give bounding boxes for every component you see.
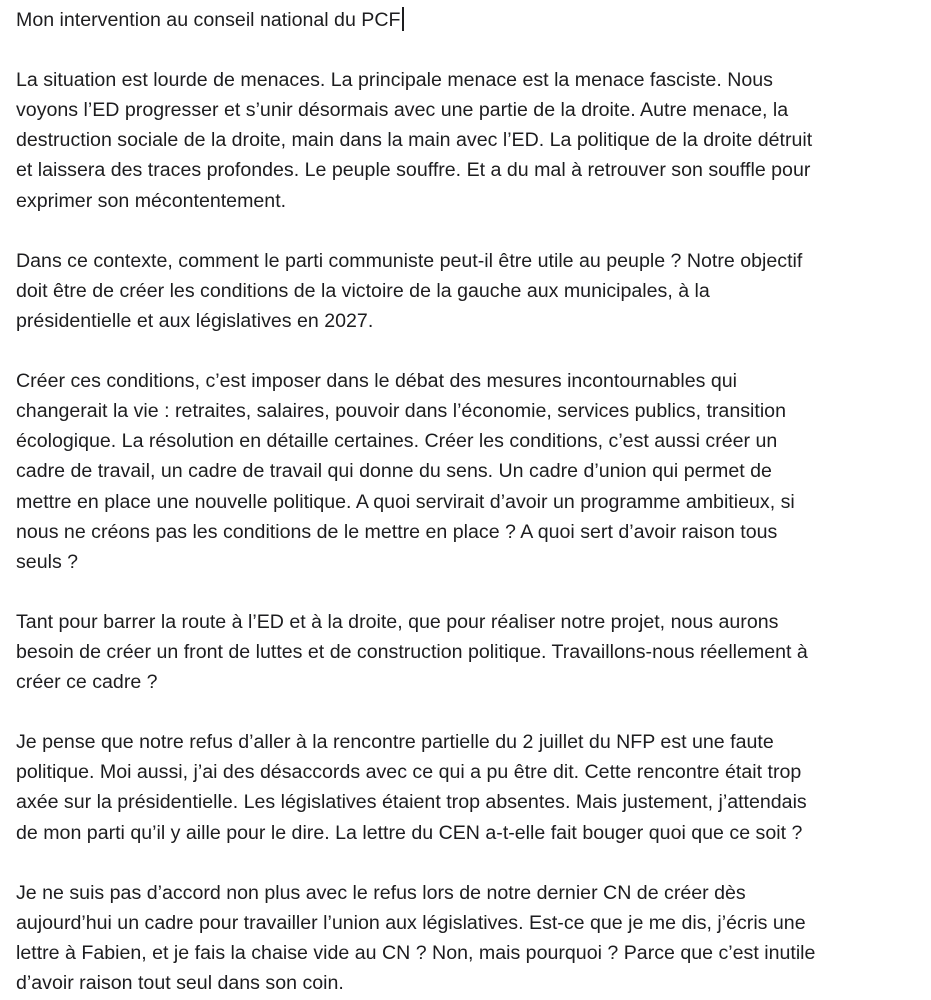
paragraph-line: Tant pour barrer la route à l’ED et à la droite, que pour réaliser notre projet, nous aurons [16,610,779,633]
paragraph-line: Créer ces conditions, c’est imposer dans le débat des mesures incontournables qui [16,370,737,393]
paragraph-line: Je ne suis pas d’accord non plus avec le refus lors de notre dernier CN de créer dès [16,881,746,904]
paragraph [16,607,931,697]
paragraph-line: doit être de créer les conditions de la victoire de la gauche aux municipales, à la [16,279,710,302]
text-cursor [402,7,404,31]
paragraph-line: La situation est lourde de menaces. La principale menace est la menace fasciste. Nous [16,69,773,92]
paragraph-line: mettre en place une nouvelle politique. A quoi servirait d’avoir un programme ambitieux, si [16,490,795,513]
paragraph-line: changerait la vie : retraites, salaires, pouvoir dans l’économie, services publics, transition [16,400,786,423]
paragraph [16,727,931,847]
paragraph-line: politique. Moi aussi, j’ai des désaccords avec ce qui a pu être dit. Cette rencontre était trop [16,761,802,784]
document-title-line [16,5,931,35]
paragraph [16,246,931,336]
paragraph-line: Dans ce contexte, comment le parti communiste peut-il être utile au peuple ? Notre objectif [16,249,803,272]
paragraph-line: lettre à Fabien, et je fais la chaise vide au CN ? Non, mais pourquoi ? Parce que c’est inutile [16,941,816,964]
paragraph [16,366,931,577]
paragraph-line: cadre de travail, un cadre de travail qui donne du sens. Un cadre d’union qui permet de [16,460,772,483]
paragraph-line: aujourd’hui un cadre pour travailler l’union aux législatives. Est-ce que je me dis, j’écris une [16,911,806,934]
paragraph-line: seuls ? [16,550,79,573]
paragraph-line: Je pense que notre refus d’aller à la rencontre partielle du 2 juillet du NFP est une faute [16,731,774,754]
paragraph-line: présidentielle et aux législatives en 2027. [16,309,374,332]
paragraph-line: et laissera des traces profondes. Le peuple souffre. Et a du mal à retrouver son souffle pour [16,159,811,182]
paragraph-line: nous ne créons pas les conditions de le mettre en place ? A quoi sert d’avoir raison tous [16,520,778,543]
paragraph-line: destruction sociale de la droite, main dans la main avec l’ED. La politique de la droite détruit [16,129,813,152]
paragraph [16,878,931,998]
paragraph-line: créer ce cadre ? [16,671,158,694]
paragraph-line: axée sur la présidentielle. Les législatives étaient trop absentes. Mais justement, j’attendais [16,791,807,814]
paragraph-line: de mon parti qu’il y aille pour le dire. La lettre du CEN a-t-elle fait bouger quoi que ce soit ? [16,821,803,844]
paragraph-line: d’avoir raison tout seul dans son coin. [16,972,344,994]
paragraph-line: besoin de créer un front de luttes et de construction politique. Travaillons-nous réellement à [16,640,808,663]
paragraph-line: écologique. La résolution en détaille certaines. Créer les conditions, c’est aussi créer un [16,430,778,453]
paragraph-line: voyons l’ED progresser et s’unir désormais avec une partie de la droite. Autre menace, la [16,99,789,122]
document-title: Mon intervention au conseil national du PCF [16,9,401,31]
paragraph [16,65,931,215]
paragraph-line: exprimer son mécontentement. [16,189,287,212]
